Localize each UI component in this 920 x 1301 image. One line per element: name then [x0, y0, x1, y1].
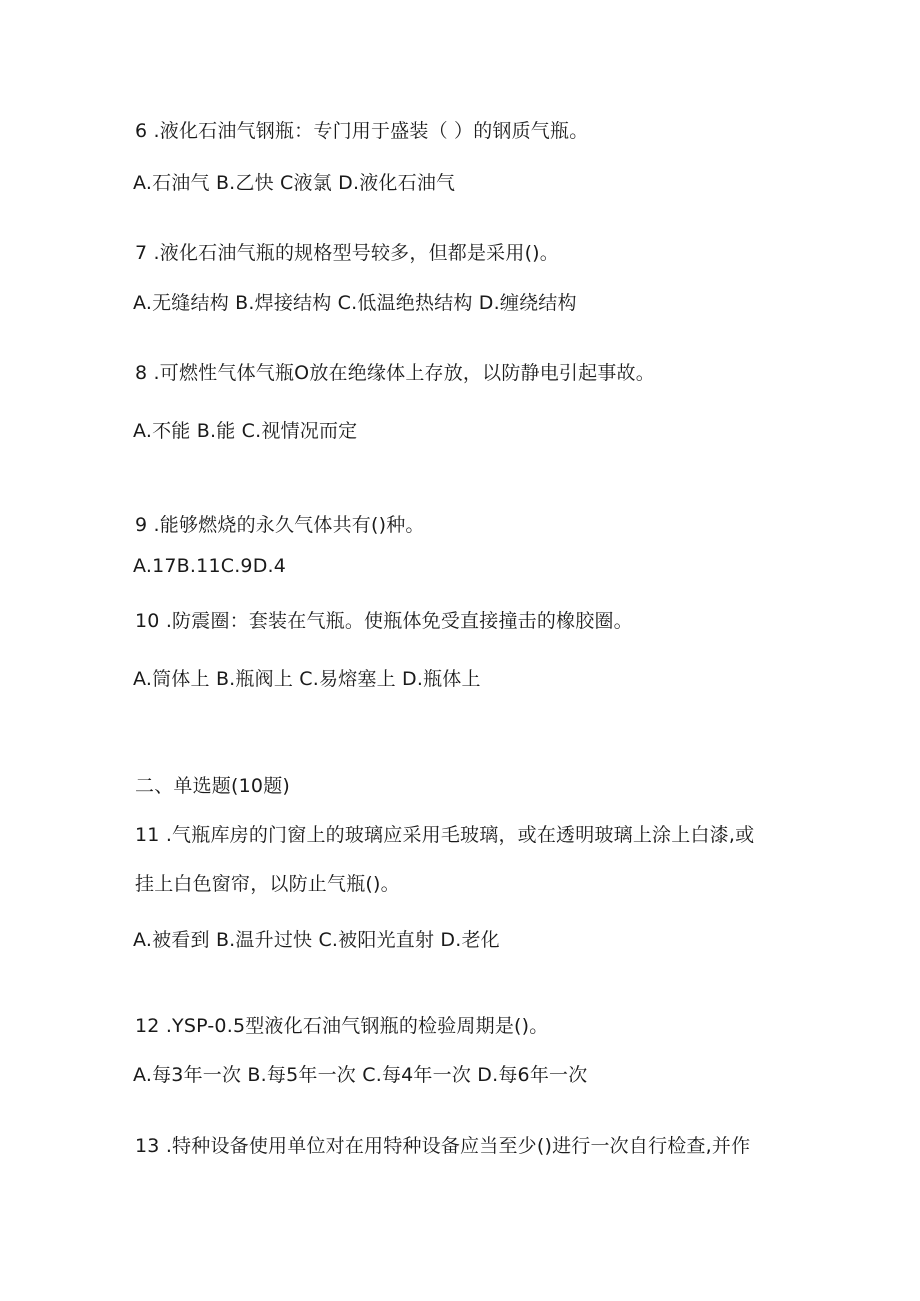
question-6-options: A.石油气 B.乙快 C液氯 D.液化石油气 [133, 172, 456, 194]
question-7-options: A.无缝结构 B.焊接结构 C.低温绝热结构 D.缠绕结构 [133, 292, 577, 314]
question-13: 13 .特种设备使用单位对在用特种设备应当至少()进行一次自行检查,并作 [135, 1135, 751, 1157]
question-9-options: A.17B.11C.9D.4 [133, 555, 287, 577]
question-7: 7 .液化石油气瓶的规格型号较多，但都是采用()。 [135, 242, 559, 264]
question-6: 6 .液化石油气钢瓶：专门用于盛装（ ）的钢质气瓶。 [135, 120, 589, 142]
question-12-options: A.每3年一次 B.每5年一次 C.每4年一次 D.每6年一次 [133, 1064, 588, 1086]
question-9: 9 .能够燃烧的永久气体共有()种。 [135, 514, 425, 536]
question-10-options: A.筒体上 B.瓶阀上 C.易熔塞上 D.瓶体上 [133, 668, 481, 690]
question-11-line1: 11 .气瓶库房的门窗上的玻璃应采用毛玻璃，或在透明玻璃上涂上白漆,或 [135, 824, 755, 846]
question-10: 10 .防震圈：套装在气瓶。使瓶体免受直接撞击的橡胶圈。 [135, 610, 633, 632]
question-8-options: A.不能 B.能 C.视情况而定 [133, 420, 358, 442]
question-12: 12 .YSP-0.5型液化石油气钢瓶的检验周期是()。 [135, 1015, 549, 1037]
question-8: 8 .可燃性气体气瓶O放在绝缘体上存放，以防静电引起事故。 [135, 362, 655, 384]
question-11-line2: 挂上白色窗帘，以防止气瓶()。 [135, 873, 400, 895]
question-11-options: A.被看到 B.温升过快 C.被阳光直射 D.老化 [133, 929, 500, 951]
section-heading: 二、单选题(10题) [135, 775, 291, 797]
